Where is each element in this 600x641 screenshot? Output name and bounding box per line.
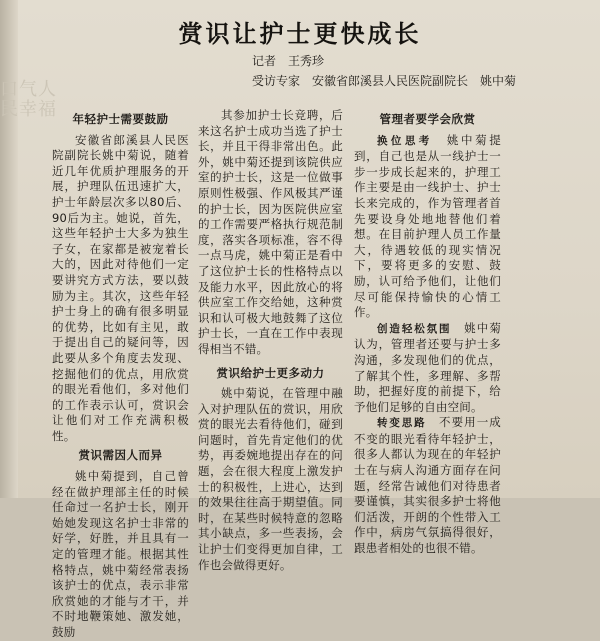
article-headline: 赏识让护士更快成长 [178, 19, 422, 48]
subheading-more-motivation: 赏识给护士更多动力 [216, 365, 325, 380]
reporter-byline: 记者 王秀珍 [252, 54, 325, 68]
adjacent-page-edge [0, 0, 18, 498]
column-2 [198, 108, 343, 573]
paragraph-text: 姚中菊认为，管理者还要与护士多沟通，多发现他们的优点，了解其个性，多理解、多帮助，把握好度的前提下，给予他们足够的自由空间。 [354, 320, 502, 414]
paragraph: 姚中菊说，在管理中融入对护理队伍的赏识，用欣赏的眼光去看待他们，碰到问题时，首先肯定他们的优势，再委婉地提出存在的问题，会在很大程度上激发护士的积极性，上进心，达到的效果往往高于期望值。同时，在某些时候特意的忽略其小缺点，多一些表扬，会让护士们变得更加自律，工作也会做得更好。 [198, 386, 343, 572]
paragraph [354, 415, 501, 556]
paragraph-text: 姚中菊提到，自己也是从一线护士一步一步成长起来的，护理工作主要是由一线护士、护士长来完成的，作为管理者首先要设身处地地替他们着想。在目前护理人员工作量大，待遇较低的现实情况下，要将更多的安慰、鼓励，认可给予他们，让他们尽可能保持愉快的心情工作。 [354, 132, 501, 320]
paragraph [354, 133, 501, 321]
show-through-text: 口气人民幸福 [0, 79, 57, 120]
column-1 [52, 108, 189, 641]
paragraph: 姚中菊提到，自己曾经在做护理部主任的时候任命过一名护士长，刚开始她发现这名护士非常的好学，好胜，并且具有一定的管理才能。根据其性格特点，姚中菊经常表扬该护士的优点，表示非常欣赏她的才能与才干，并不时地鞭策她、激发她，鼓励 [52, 469, 189, 639]
subheading-managers-appreciate: 管理者要学会欣赏 [379, 112, 476, 126]
lead-in-label: 换位思考 [377, 134, 433, 147]
paragraph: 其参加护士长竞聘，后来这名护士成功当选了护士长，并且干得非常出色。此外，姚中菊还提到该院供应室的护士长，这是一位做事原则性极强、作风极其严谨的护士长，因为医院供应室的工作需要严格执行规范制度，落实各项标准，容不得一点马虎，姚中菊正是看中了这位护士长的性格特点以及能力水平，因此放心的将供应室工作交给她，这种赏识和认可极大地鼓舞了这位护士长，一直在工作中表现得相当不错。 [198, 108, 343, 356]
subheading-appreciation-varies: 赏识需因人而异 [78, 448, 163, 463]
subheading-young-nurses: 年轻护士需要鼓励 [72, 112, 169, 126]
paragraph-text: 不要用一成不变的眼光看待年轻护士，很多人都认为现在的年轻护士在与病人沟通方面存在问题，经常告诫他们对待患者要谨慎，其实很多护士将他们活泼，开朗的个性带入工作中，病房气氛搞得很好，跟患者相处的也很不错。 [354, 415, 502, 556]
paragraph [354, 321, 501, 416]
paragraph: 安徽省郎溪县人民医院副院长姚中菊说，随着近几年优质护理服务的开展，护理队伍迅速扩大，护士年龄层次多以80后、90后为主。她说，首先，这些年轻护士大多为独生子女，在家都是被宠着长大的，因此对待他们一定要讲究方式方法，要以鼓励为主。其次，这些年轻护士身上的确有很多明显的优势，比如有主见，敢于提出自己的疑问等，因此要从多个角度去发现、挖掘他们的优点，用欣赏的眼光看他们，多对他们的工作表示认可，赏识会让他们对工作充满积极性。 [52, 132, 189, 443]
column-3 [354, 108, 501, 557]
expert-byline: 受访专家 安徽省郎溪县人民医院副院长 姚中菊 [252, 74, 517, 88]
lead-in-label: 转变思路 [377, 417, 427, 430]
lead-in-label: 创造轻松氛围 [377, 322, 452, 335]
